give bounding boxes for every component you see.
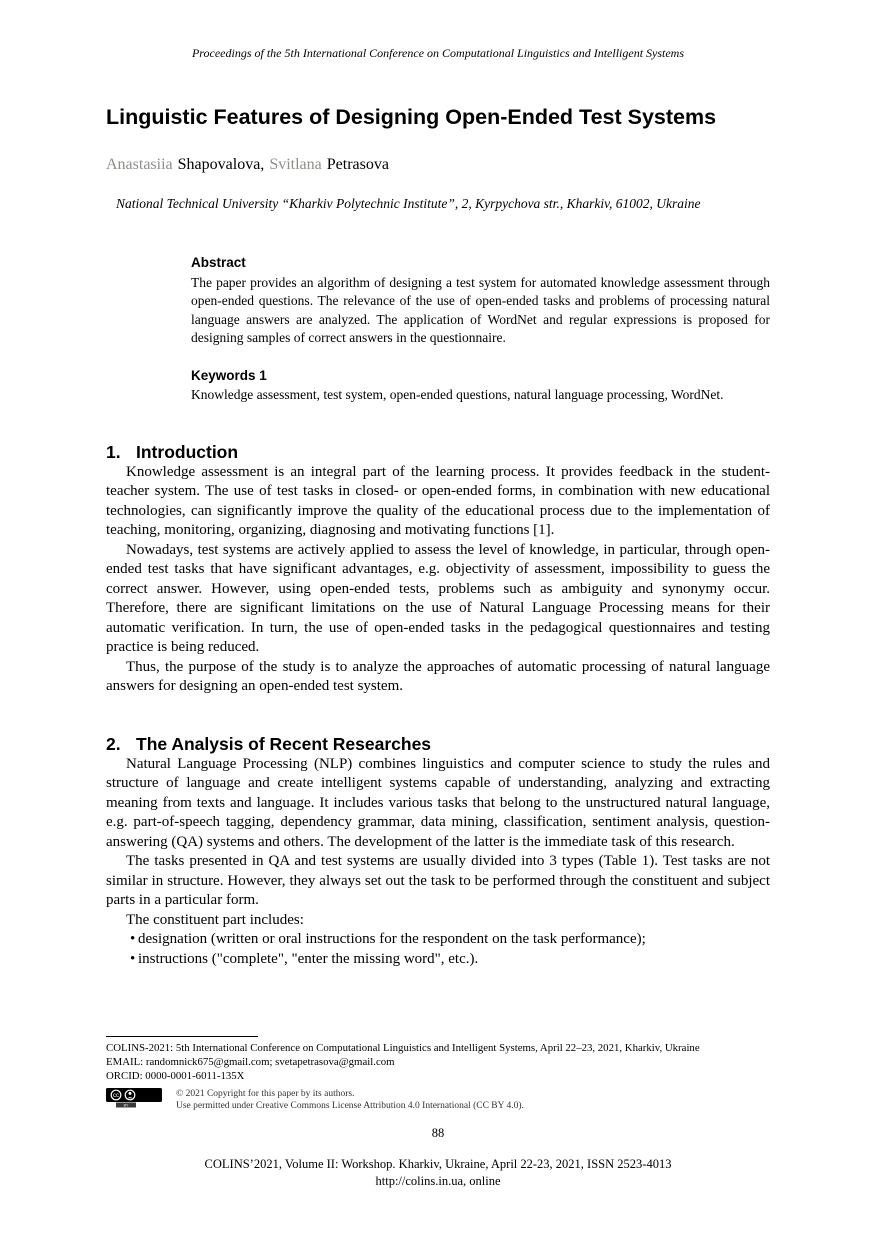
list-item-text: designation (written or oral instructions for the respondent on the task performance); bbox=[138, 931, 646, 947]
author-given-name: Svitlana bbox=[269, 156, 322, 173]
section-number: 2. bbox=[106, 733, 121, 754]
affiliation: National Technical University “Kharkiv Polytechnic Institute”, 2, Kyrpychova str., Kharkiv, 61002, Ukraine bbox=[116, 196, 701, 211]
list-item bbox=[106, 930, 770, 950]
keywords-section bbox=[191, 367, 770, 405]
keywords-heading: Keywords 1 bbox=[191, 367, 267, 383]
footnote-area bbox=[106, 1036, 770, 1112]
section-title: The Analysis of Recent Researches bbox=[136, 733, 432, 754]
bottom-footer bbox=[0, 1156, 876, 1189]
abstract-text: The paper provides an algorithm of designing a test system for automated knowledge assessment through open-ended questions. The relevance of the use of open-ended tasks and problems of processing natural language answers are analyzed. The application of WordNet and regular expressions is proposed for designing samples of correct answers in the questionnaire. bbox=[191, 274, 770, 345]
author-family-name: Petrasova bbox=[326, 156, 389, 173]
paragraph: The constituent part includes: bbox=[126, 911, 304, 928]
paragraph: Nowadays, test systems are actively applied to assess the level of knowledge, in particular, through open-ended test tasks that have significant advantages, e.g. objectivity of assessment, impossibility to guess the correct answer. However, using open-ended tests, problems such as ambiguity and synonymy occur. Therefore, there are significant limitations on the use of Natural Language Processing means for their automatic verification. In turn, the use of open-ended tasks in the pedagogical questionnaires and testing practice is being reduced. bbox=[106, 541, 770, 655]
keywords-text: Knowledge assessment, test system, open-ended questions, natural language processing, WordNet. bbox=[191, 387, 724, 402]
list-item-text: instructions ("complete", "enter the missing word", etc.). bbox=[138, 950, 479, 967]
author-line bbox=[106, 156, 770, 174]
footnote-orcid: ORCID: 0000-0001-6011-135X bbox=[106, 1069, 245, 1082]
paragraph: The tasks presented in QA and test systems are usually divided into 3 types (Table 1). Test tasks are not similar in structure. However, they always set out the task to be performed through the constituent and subject parts in a particular form. bbox=[106, 853, 770, 908]
footnote-conference: COLINS-2021: 5th International Conference on Computational Linguistics and Intelligent Systems, April 22–23, 2021, Kharkiv, Ukraine bbox=[106, 1042, 700, 1054]
abstract-heading: Abstract bbox=[191, 255, 246, 270]
section-number: 1. bbox=[106, 441, 121, 462]
section-heading-recent-researches bbox=[106, 733, 770, 755]
paragraph: Thus, the purpose of the study is to analyze the approaches of automatic processing of natural language answers for designing an open-ended test system. bbox=[106, 658, 770, 694]
license-row bbox=[106, 1088, 770, 1112]
svg-text:cc: cc bbox=[113, 1093, 119, 1100]
footnote-email: EMAIL: randomnick675@gmail.com; svetapetrasova@gmail.com bbox=[106, 1055, 395, 1068]
section-body-introduction bbox=[106, 463, 770, 697]
section-title: Introduction bbox=[136, 441, 239, 462]
footnote-divider bbox=[106, 1036, 258, 1037]
running-head: Proceedings of the 5th International Conference on Computational Linguistics and Intelligent Systems bbox=[191, 46, 685, 60]
paragraph: Natural Language Processing (NLP) combines linguistics and computer science to study the rules and structure of language and create intelligent systems capable of understanding, analyzing and extracting meaning from texts and language. It includes various tasks that belong to the unstructured natural language, e.g. part-of-speech tagging, dependency grammar, data mining, classification, sentiment analysis, question-answering (QA) systems and others. The development of the latter is the immediate task of this research. bbox=[106, 755, 770, 850]
footer-url-line: http://colins.in.ua, online bbox=[375, 1173, 501, 1188]
list-item bbox=[106, 950, 770, 970]
section-heading-introduction bbox=[106, 441, 770, 463]
page-title: Linguistic Features of Designing Open-Ended Test Systems bbox=[106, 105, 717, 129]
copyright-line: Use permitted under Creative Commons License Attribution 4.0 International (CC BY 4.0). bbox=[176, 1101, 524, 1112]
author-family-name: Shapovalova, bbox=[177, 156, 265, 173]
author-given-name: Anastasiia bbox=[106, 156, 173, 173]
cc-by-badge-icon bbox=[106, 1088, 162, 1108]
copyright-line: © 2021 Copyright for this paper by its authors. bbox=[176, 1089, 355, 1100]
bullet-icon: • bbox=[130, 931, 136, 947]
bullet-list bbox=[106, 930, 770, 969]
svg-text:BY: BY bbox=[123, 1103, 129, 1108]
bullet-icon: • bbox=[130, 950, 136, 967]
section-body-recent-researches bbox=[106, 755, 770, 970]
footer-conference-line: COLINS’2021, Volume II: Workshop. Kharkiv, Ukraine, April 22-23, 2021, ISSN 2523-4013 bbox=[204, 1157, 672, 1171]
paragraph: Knowledge assessment is an integral part of the learning process. It provides feedback in the student-teacher system. The use of test tasks in closed- or open-ended forms, in combination with new educational technologies, can significantly improve the quality of the educational process due to the implementation of teaching, monitoring, organizing, diagnosing and motivating functions [1]. bbox=[106, 463, 770, 538]
abstract-section bbox=[191, 254, 770, 348]
page-number: 88 bbox=[431, 1126, 445, 1140]
